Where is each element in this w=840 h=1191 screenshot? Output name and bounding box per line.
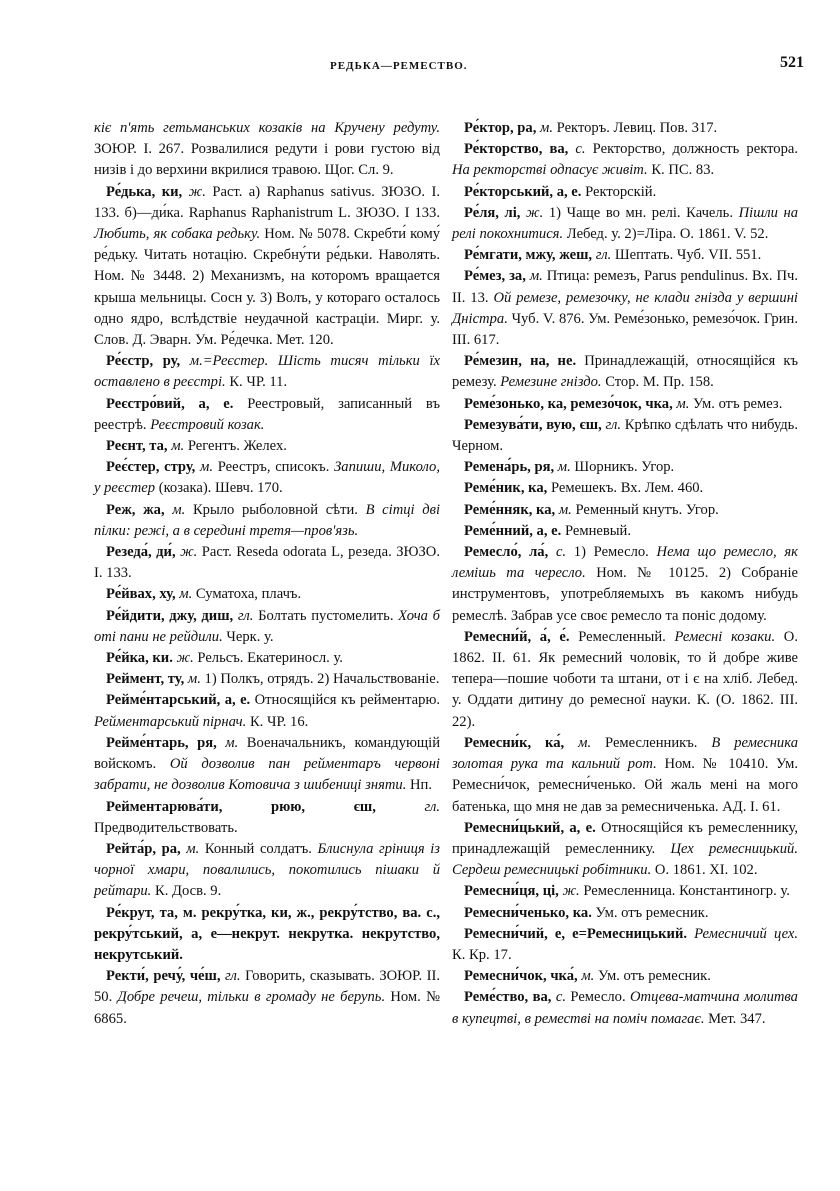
entry-tail: О. 1861. ХІ. 102. [654, 862, 758, 879]
part-of-speech: м. [558, 501, 572, 518]
dictionary-entry [94, 966, 440, 1030]
headword: Ректи́, речу́, че́ш, [106, 968, 221, 985]
definition: Ректоръ. Левиц. Пов. 317. [556, 120, 718, 136]
dictionary-entry [94, 797, 440, 839]
part-of-speech: ж. [562, 883, 580, 900]
definition: Реестровый, записанный въ реестрѣ. [94, 395, 440, 433]
part-of-speech: м. [557, 459, 571, 476]
dictionary-entry [452, 182, 798, 203]
part-of-speech: с. [555, 989, 566, 1006]
entry-tail: Нп. [410, 777, 432, 794]
entry-tail: Ном. № 10410. Ум. Ремесни́чок, ремесни́ченько. Ой жаль мені на мого батенька, що мня не дав за ремесниченька. АД. І. 61. [452, 756, 798, 815]
definition: Раст. а) Raphanus sativus. ЗЮЗО. І. 133. б)—ди́ка. Raphanus Raphanistrum L. ЗЮЗО. І 133. [94, 183, 441, 221]
part-of-speech: гл. [605, 416, 621, 433]
headword: Резеда́, ди́, [106, 544, 176, 561]
headword: Ре́кторство, ва, [464, 141, 569, 158]
definition: Военачальникъ, командующій войскомъ. [94, 734, 440, 773]
example: В сітці дві пілки: режі, а в середині третя—пров'язь. [94, 501, 441, 539]
entry-tail: Ном. № 5078. Скребти́ кому́ ре́дьку. Читать нотацію. Скребну́ти ре́дьки. Наволять. Ном. № 3448. 2) Механизмъ, на которомъ вращается крыша мельницы. Сосн у. 3) Волъ, у котораго осталось одно ядро, вслѣдствіе неудачной кастраціи. Мирг. у. Слов. Д. Эварн. Ум. Ре́дечка. Мет. 120. [94, 226, 440, 349]
dictionary-entry [94, 690, 440, 732]
dictionary-entry [94, 584, 440, 605]
definition: Шептать. Чуб. VII. 551. [614, 247, 762, 264]
headword: Реме́зонько, ка, ремезо́чок, чка, [464, 395, 673, 412]
example: Ой ремезе, ремезочку, не клади гнізда у вершині Дністра. [452, 289, 798, 327]
example: Ремесні козаки. [674, 628, 776, 645]
headword: Реє́стер, стру, [106, 459, 196, 476]
headword: Ремесни́к, ка́, [464, 734, 565, 751]
example: Цех ремесницький. Сердеш ремесницькі робітники. [452, 840, 799, 879]
part-of-speech: ж. [188, 183, 206, 200]
part-of-speech: с. [555, 544, 567, 561]
headword: Реме́нняк, ка, [464, 501, 556, 518]
definition: Ременный кнутъ. Угор. [575, 501, 719, 518]
part-of-speech: м. [172, 501, 186, 518]
part-of-speech: м. [179, 586, 193, 603]
dictionary-entry [452, 457, 798, 478]
headword: Ремесни́й, а́, е́. [464, 628, 570, 645]
example: кіє п'ять гетьманських козаків на Кручену редуту. [94, 120, 440, 136]
example: В ремесника золотая рука та кальний рот. [452, 734, 798, 773]
part-of-speech: м. [581, 968, 595, 985]
headword: Ремесни́чок, чка́, [464, 968, 578, 985]
example: Реєстровий козак. [150, 416, 265, 433]
dictionary-entry [452, 351, 798, 393]
dictionary-entry [452, 542, 798, 627]
example: Рейментарський пірнач. [94, 713, 247, 730]
dictionary-entry [452, 818, 798, 882]
headword: Реж, жа, [106, 501, 165, 518]
dictionary-entry [452, 733, 798, 818]
dictionary-entry [94, 733, 440, 797]
example: Отцева-матчина молитва в купецтві, в реместві на поміч помагає. [452, 989, 798, 1027]
page-number: 521 [780, 54, 804, 71]
headword: Ремесло́, ла́, [464, 544, 549, 561]
definition: Конный солдатъ. [204, 840, 312, 857]
definition: 1) Полкъ, отрядъ. 2) Начальствованіе. [204, 671, 440, 688]
example: Нема що ремесло, як лемішь та чересло. [452, 544, 798, 582]
entry-tail: Чуб. V. 876. Ум. Реме́зонько, ремезо́чок. Грин. ІІІ. 617. [452, 310, 798, 349]
dictionary-entry [452, 881, 798, 902]
dictionary-entry [452, 924, 798, 966]
example: Ремезине гніздо. [500, 374, 602, 391]
headword: Ремена́рь, ря, [464, 459, 555, 476]
example: На ректорстві одпасує живіт. [452, 162, 648, 179]
example: Ой дозволив пан рейментаръ червоні забрати, не дозволив Котовича з шибениці зняти. [94, 756, 440, 794]
part-of-speech: гл. [225, 968, 241, 985]
part-of-speech: м. [540, 120, 553, 136]
entry-tail: (козака). Шевч. 170. [158, 480, 283, 497]
part-of-speech: гл. [595, 247, 612, 264]
definition: Относящійся къ ремесленнику, принадлежащій ремесленнику. [452, 819, 798, 857]
entry-tail: К. Кр. 17. [452, 946, 512, 963]
example: Блиснула гріниця із чорної хмари, повалились, покотились пішаки й рейтари. [94, 840, 441, 900]
dictionary-entry [452, 521, 798, 542]
example: Любить, як собака редьку. [94, 226, 261, 243]
running-head: РЕДЬКА—РЕМЕСТВО. [330, 60, 468, 72]
entry-tail: Стор. М. Пр. 158. [605, 374, 714, 391]
part-of-speech: м. [187, 671, 201, 688]
headword: Реме́ство, ва, [464, 989, 552, 1006]
definition: Говорить, сказывать. ЗОЮР. ІІ. 50. [94, 968, 440, 1006]
entry-tail: Мет. 347. [708, 1010, 766, 1027]
part-of-speech: м. [225, 734, 239, 751]
example: Шість тисяч тільки їх оставлено в реєстрі. [94, 353, 440, 391]
example: Ремесничий цех. [694, 925, 799, 942]
headword: Ре́йдити, джу, диш, [106, 607, 234, 624]
part-of-speech: м. [529, 268, 543, 285]
example: Запиши, Миколо, у реєстер [94, 459, 440, 497]
headword: Рейта́р, ра, [106, 840, 181, 857]
part-of-speech: м. [186, 840, 200, 857]
headword: Ре́мез, за, [464, 268, 526, 285]
headword: Ремесни́цький, а, е. [464, 819, 596, 836]
headword: Ре́крут, та, м. рекру́тка, ки, ж., рекру́тство, ва. с., рекру́тський, а, е—некрут. некрутка. некрутство, некрутський. [94, 904, 440, 963]
right-column [452, 118, 798, 1030]
dictionary-entry [452, 966, 798, 987]
example: Добре речеш, тільки в громаду не берупь. [117, 989, 386, 1006]
part-of-speech: м.=Реєстер. [189, 353, 269, 370]
dictionary-entry [452, 266, 798, 351]
headword: Рейме́нтарський, а, е. [106, 692, 251, 709]
headword: Ре́ля, лі, [464, 204, 521, 221]
example: Хоча б оті пани не рейдили. [94, 607, 440, 645]
dictionary-entry [452, 394, 798, 415]
part-of-speech: м. [578, 734, 592, 751]
dictionary-entry [94, 351, 440, 393]
dictionary-entry [452, 203, 798, 245]
dictionary-entry [452, 627, 798, 733]
dictionary-entry [94, 839, 440, 903]
dictionary-entry [452, 245, 798, 266]
dictionary-entry [94, 394, 440, 436]
dictionary-entry [94, 903, 440, 967]
dictionary-entry [94, 500, 440, 542]
headword: Реме́ник, ка, [464, 480, 548, 497]
headword: Ремесни́ченько, ка. [464, 904, 592, 921]
definition: Регентъ. Желех. [187, 438, 287, 455]
definition: Ремесленникъ. [605, 734, 698, 751]
entry-tail: Ном. № 6865. [94, 989, 441, 1027]
dictionary-entry [94, 606, 440, 648]
dictionary-entry [94, 182, 440, 352]
definition: Относящійся къ рейментарю. [254, 692, 440, 709]
part-of-speech: гл. [424, 798, 440, 815]
part-of-speech: с. [575, 141, 586, 158]
definition: Предводительствовать. [94, 819, 238, 836]
definition: Ремесло. [570, 989, 626, 1006]
entry-tail: К. ЧР. 16. [249, 713, 309, 730]
dictionary-entry [94, 542, 440, 584]
headword: Ремезува́ти, вую, єш, [464, 416, 602, 433]
dictionary-entry [452, 118, 798, 139]
headword: Ре́кторський, а, е. [464, 183, 582, 200]
definition: Ректорство, должность ректора. [592, 141, 798, 158]
part-of-speech: м. [171, 438, 185, 455]
part-of-speech: м. [200, 459, 214, 476]
definition: Раст. Reseda odorata L, резеда. ЗЮЗО. І. 133. [94, 544, 440, 582]
entry-tail: Ном. № 10125. 2) Собраніе инструментовъ, употребляемыхъ въ какомъ нибудь ремеслѣ. Забрав усе своє ремесло та поніс додому. [452, 565, 798, 624]
definition: Принадлежащій, относящійся къ ремезу. [452, 353, 798, 391]
dictionary-entry [94, 118, 440, 182]
part-of-speech: м. [676, 395, 690, 412]
headword: Реймент, ту, [106, 671, 185, 688]
part-of-speech: гл. [237, 607, 254, 624]
definition: Ремесленница. Константиногр. у. [583, 883, 790, 900]
headword: Ре́дька, ки, [106, 183, 183, 200]
headword: Реєнт, та, [106, 438, 168, 455]
headword: Ремесни́чий, е, е=Ремесницький. [464, 925, 688, 942]
left-column [94, 118, 440, 1030]
definition: Ум. отъ ремесник. [595, 904, 709, 921]
dictionary-entry [452, 415, 798, 457]
definition: Болтать пустомелить. [258, 607, 394, 624]
definition: Рельсъ. Екатериносл. у. [197, 650, 343, 667]
headword: Реєстро́вий, а, е. [106, 395, 234, 412]
headword: Ремесни́ця, ці, [464, 883, 559, 900]
headword: Ре́йвах, ху, [106, 586, 176, 603]
headword: Ре́мезин, на, не. [464, 353, 577, 370]
definition: Ремневый. [564, 522, 632, 539]
definition: Крѣпко сдѣлать что нибудь. Черном. [452, 416, 798, 455]
headword: Ре́мгати, мжу, жеш, [464, 247, 593, 264]
dictionary-entry [94, 648, 440, 669]
definition: Ремесленный. [578, 628, 666, 645]
dictionary-entry [452, 500, 798, 521]
example: Пішли на релі покохнитися. [452, 204, 798, 243]
entry-tail: К. Досв. 9. [154, 883, 222, 900]
entry-tail: Лебед. у. 2)=Ліра. О. 1861. V. 52. [566, 226, 769, 243]
dictionary-entry [452, 903, 798, 924]
headword: Ре́йка, ки. [106, 650, 173, 667]
dictionary-entry [452, 478, 798, 499]
definition: Шорникъ. Угор. [574, 459, 675, 476]
headword: Ре́ктор, ра, [464, 120, 537, 136]
definition: Ремешекъ. Вх. Лем. 460. [550, 480, 704, 497]
headword: Рейментарюва́ти, рюю, єш, [106, 798, 376, 815]
entry-tail: Черк. у. [226, 628, 274, 645]
dictionary-entry [94, 669, 440, 690]
entry-tail: К. ЧР. 11. [229, 374, 288, 391]
entry-tail: ЗОЮР. І. 267. Розвалилися редути і рови густою від низів і до верхини вкрилися травою. Щог. Сл. 9. [94, 141, 440, 179]
dictionary-entry [94, 457, 440, 499]
headword: Рейме́нтарь, ря, [106, 734, 217, 751]
dictionary-entry [452, 139, 798, 181]
definition: Ректорскій. [585, 183, 657, 200]
dictionary-entry [452, 987, 798, 1029]
definition: Крыло рыболовной сѣти. [192, 501, 358, 518]
definition: 1) Ремесло. [573, 544, 649, 561]
definition: Реестръ, списокъ. [217, 459, 330, 476]
headword: Ре́єстр, ру, [106, 353, 181, 370]
entry-tail: К. ПС. 83. [651, 162, 715, 179]
part-of-speech: ж. [526, 204, 544, 221]
entry-tail: О. 1862. ІІ. 61. Як ремесний чоловік, то й добре живе тепера—пошие чоботи та штани, от і є на хліб. Лебед. у. Оддати дитину до ремесної науки. К. (О. 1862. ІІІ. 22). [452, 628, 798, 730]
part-of-speech: ж. [180, 544, 198, 561]
definition: 1) Чаще во мн. релі. Качель. [548, 204, 733, 221]
headword: Реме́нний, а, е. [464, 522, 562, 539]
definition: Суматоха, плачъ. [195, 586, 302, 603]
definition: Ум. отъ ремесник. [597, 968, 711, 985]
part-of-speech: ж. [176, 650, 194, 667]
definition: Ум. отъ ремез. [693, 395, 783, 412]
dictionary-entry [94, 436, 440, 457]
definition: Птица: ремезъ, Parus pendulinus. Вх. Пч. ІІ. 13. [452, 268, 798, 306]
